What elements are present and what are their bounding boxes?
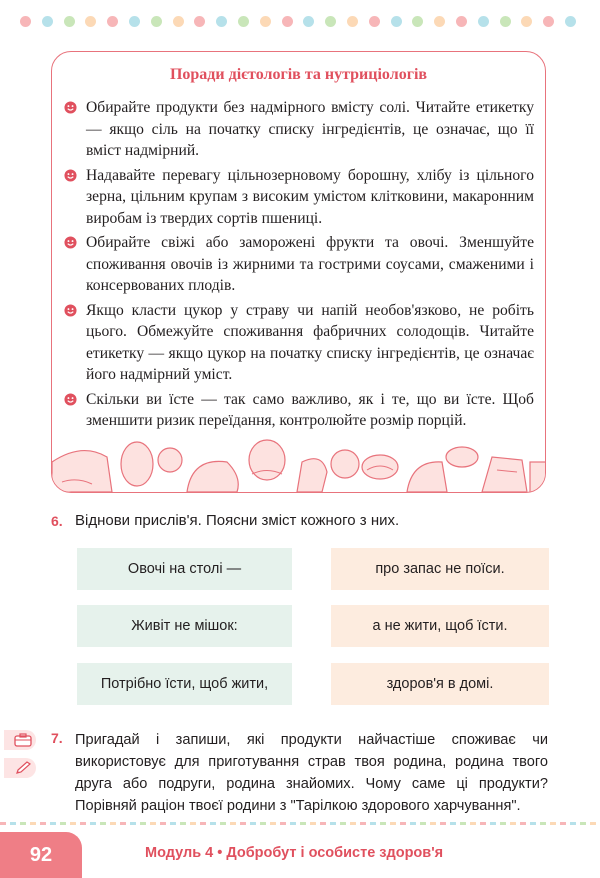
- divider-dash: [510, 822, 516, 825]
- divider-dash: [500, 822, 506, 825]
- decorative-dot: [194, 16, 205, 27]
- decorative-dot: [260, 16, 271, 27]
- task-7-text: Пригадай і запиши, які продукти найчастіше споживає чи використовує для приготування страв твоя родина, родина твого друга або подруги, родина знайомих. Чому саме ці продукти? Порівняй раціон твоєї родини з "Тарілкою здорового харчування".: [75, 732, 548, 814]
- decorative-dot: [20, 16, 31, 27]
- tip-item: [62, 232, 534, 297]
- divider-dash: [220, 822, 226, 825]
- tips-list: [62, 97, 534, 435]
- divider-dash: [540, 822, 546, 825]
- divider-dash: [580, 822, 586, 825]
- divider-dash: [170, 822, 176, 825]
- decorative-dot: [129, 16, 140, 27]
- divider-dash: [120, 822, 126, 825]
- tip-item: [62, 165, 534, 230]
- divider-dash: [110, 822, 116, 825]
- decorative-dot: [521, 16, 532, 27]
- divider-dash: [530, 822, 536, 825]
- decorative-dot: [64, 16, 75, 27]
- divider-dash: [300, 822, 306, 825]
- divider-dash: [30, 822, 36, 825]
- proverb-end[interactable]: [331, 605, 549, 647]
- divider-dash: [130, 822, 136, 825]
- decorative-dot: [412, 16, 423, 27]
- divider-dash: [90, 822, 96, 825]
- tip-text: Надавайте перевагу цільнозерновому борошну, хлібу із цільного зерна, цільним крупам з високим умістом клітковини, макаронним виробам із твердих сортів пшениці.: [86, 166, 534, 227]
- divider-dash: [190, 822, 196, 825]
- proverb-end-text: здоров'я в домі.: [386, 676, 494, 692]
- decorative-dot: [543, 16, 554, 27]
- divider-dash: [480, 822, 486, 825]
- divider-dash: [210, 822, 216, 825]
- divider-dash: [160, 822, 166, 825]
- divider-dash: [400, 822, 406, 825]
- divider-dash: [430, 822, 436, 825]
- smiley-icon: [64, 101, 77, 114]
- tip-text: Обирайте свіжі або заморожені фрукти та овочі. Зменшуйте споживання овочів із жирними та гострими соусами, смаженими і консервованих плодів.: [86, 234, 534, 294]
- decorative-dot: [369, 16, 380, 27]
- divider-dash: [450, 822, 456, 825]
- decorative-dot: [107, 16, 118, 27]
- divider-dash: [260, 822, 266, 825]
- divider-dash: [330, 822, 336, 825]
- tip-item: [62, 97, 534, 162]
- proverb-end-text: про запас не поїси.: [375, 561, 505, 577]
- decorative-dot: [347, 16, 358, 27]
- decorative-dot: [565, 16, 576, 27]
- proverb-start[interactable]: [77, 663, 292, 705]
- divider-dash: [0, 822, 6, 825]
- divider-dash: [10, 822, 16, 825]
- divider-dash: [240, 822, 246, 825]
- smiley-icon: [64, 169, 77, 182]
- tips-card: [51, 51, 546, 493]
- divider-dash: [290, 822, 296, 825]
- proverb-end[interactable]: [331, 548, 549, 590]
- divider-dash: [140, 822, 146, 825]
- decorative-dot: [456, 16, 467, 27]
- smiley-icon: [64, 393, 77, 406]
- smiley-icon: [64, 304, 77, 317]
- divider-dash: [350, 822, 356, 825]
- divider-dash: [310, 822, 316, 825]
- proverb-start-text: Потрібно їсти, щоб жити,: [100, 676, 269, 692]
- divider-dash: [470, 822, 476, 825]
- divider-dash: [370, 822, 376, 825]
- food-illustration: [52, 422, 546, 492]
- divider-dash: [150, 822, 156, 825]
- tip-text: Скільки ви їсте — так само важливо, як і те, що ви їсте. Щоб зменшити ризик переїдання, контролюйте розмір порцій.: [86, 390, 534, 429]
- divider-dash: [320, 822, 326, 825]
- divider-dash: [420, 822, 426, 825]
- divider-dash: [570, 822, 576, 825]
- proverb-start[interactable]: [77, 605, 292, 647]
- decorative-dot: [238, 16, 249, 27]
- tip-item: [62, 300, 534, 386]
- module-title: Модуль 4 • Добробут і особисте здоров'я: [145, 845, 444, 861]
- divider-dash: [440, 822, 446, 825]
- divider-dash: [460, 822, 466, 825]
- divider-dash: [360, 822, 366, 825]
- tip-text: Обирайте продукти без надмірного вмісту солі. Читайте етикетку — якщо сіль на початку списку інгредієнтів, це означає, що її вміст надмірний.: [86, 99, 534, 159]
- footer-divider: [0, 822, 600, 825]
- task-6-text: Віднови прислів'я. Поясни зміст кожного з них.: [75, 512, 400, 529]
- decorative-dot: [85, 16, 96, 27]
- proverb-end[interactable]: [331, 663, 549, 705]
- decorative-dot: [151, 16, 162, 27]
- smiley-icon: [64, 236, 77, 249]
- divider-dash: [250, 822, 256, 825]
- briefcase-icon: [4, 730, 36, 750]
- divider-dash: [340, 822, 346, 825]
- decorative-dot: [282, 16, 293, 27]
- divider-dash: [70, 822, 76, 825]
- divider-dash: [280, 822, 286, 825]
- decorative-dot: [500, 16, 511, 27]
- divider-dash: [560, 822, 566, 825]
- divider-dash: [180, 822, 186, 825]
- divider-dash: [590, 822, 596, 825]
- decorative-dot: [391, 16, 402, 27]
- divider-dash: [410, 822, 416, 825]
- page-number-text: 92: [29, 843, 53, 866]
- proverb-end-text: а не жити, щоб їсти.: [372, 618, 508, 634]
- divider-dash: [20, 822, 26, 825]
- card-title: Поради дієтологів та нутриціологів: [169, 66, 428, 83]
- decorative-dot: [216, 16, 227, 27]
- divider-dash: [390, 822, 396, 825]
- tip-text: Якщо класти цукор у страву чи напій необов'язково, не робіть цього. Обмежуйте споживання фабричних солодощів. Читайте етикетку — якщо цукор на початку списку інгредієнтів, це означає його надмірний уміст.: [86, 301, 534, 383]
- proverb-start-text: Овочі на столі —: [127, 561, 242, 577]
- divider-dash: [100, 822, 106, 825]
- decorative-dot: [434, 16, 445, 27]
- divider-dash: [60, 822, 66, 825]
- divider-dash: [50, 822, 56, 825]
- divider-dash: [40, 822, 46, 825]
- task-6-number: 6.: [51, 513, 63, 529]
- decorative-dot: [325, 16, 336, 27]
- page-number: [0, 832, 82, 878]
- decorative-dot: [173, 16, 184, 27]
- proverb-start-text: Живіт не мішок:: [131, 618, 238, 634]
- pencil-icon: [4, 758, 36, 778]
- divider-dash: [230, 822, 236, 825]
- decorative-dot: [303, 16, 314, 27]
- proverb-start[interactable]: [77, 548, 292, 590]
- divider-dash: [520, 822, 526, 825]
- divider-dash: [550, 822, 556, 825]
- divider-dash: [270, 822, 276, 825]
- divider-dash: [200, 822, 206, 825]
- decorative-dots: [20, 16, 580, 28]
- divider-dash: [490, 822, 496, 825]
- task-7-number: 7.: [51, 730, 63, 746]
- divider-dash: [80, 822, 86, 825]
- divider-dash: [380, 822, 386, 825]
- decorative-dot: [42, 16, 53, 27]
- decorative-dot: [478, 16, 489, 27]
